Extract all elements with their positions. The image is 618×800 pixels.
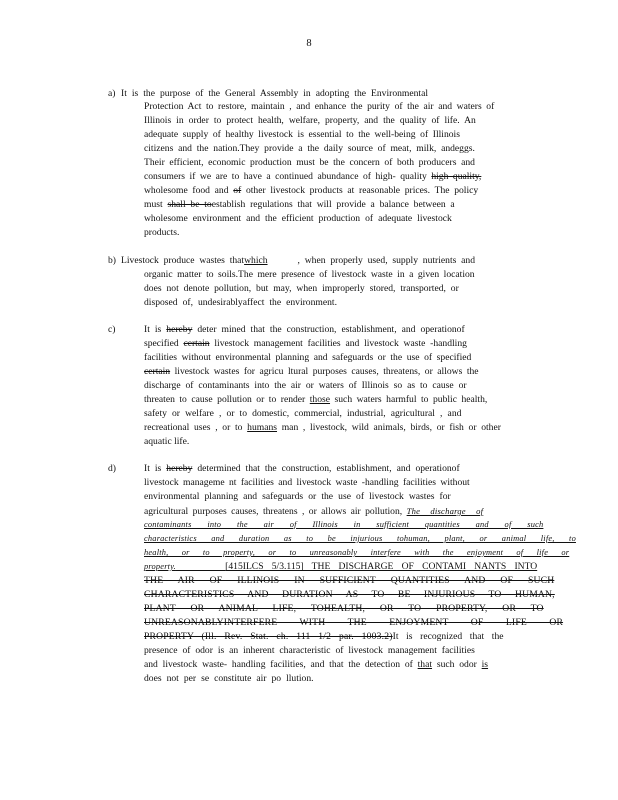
- para-line: consumers if we are to have a continued abundance of high- quality high quality,: [144, 171, 482, 182]
- deleted-text: hereby: [166, 463, 193, 474]
- para-line: characteristics and duration as to be injurious tohuman, plant, or animal life, to: [144, 534, 576, 543]
- para-line: facilities without environmental planning and safeguards or the use of specified: [144, 352, 472, 363]
- inserted-text: which: [244, 255, 268, 266]
- para-line: It is hereby deter mined that the construction, establishment, and operationof: [144, 324, 465, 335]
- page-number: 8: [306, 38, 312, 49]
- inserted-text: that: [417, 659, 433, 670]
- para-line: disposed of, undesirablyaffect the environment.: [144, 297, 337, 308]
- para-line: UNREASONABLYINTERFERE WITH THE ENJOYMENT OF LIFE OR: [144, 617, 564, 628]
- para-line: adequate supply of healthy livestock is essential to the well-being of Illinois: [144, 129, 460, 140]
- deleted-text: shall be to: [167, 199, 212, 210]
- para-line: It is hereby determined that the construction, establishment, and operationof: [144, 463, 460, 474]
- para-line: CHARACTERISTICS AND DURATION AS TO BE INJURIOUS TO HUMAN,: [144, 589, 555, 600]
- para-line: Protection Act to restore, maintain , and enhance the purity of the air and waters of: [144, 101, 495, 112]
- para-line: livestock manageme nt facilities and livestock waste -handling facilities without: [144, 477, 470, 488]
- para-line: presence of odor is an inherent characteristic of livestock management facilities: [144, 645, 475, 656]
- para-line: wholesome food and of other livestock products at reasonable prices. The policy: [144, 185, 479, 196]
- para-label: c): [108, 324, 116, 335]
- para-line: Their efficient, economic production must be the concern of both producers and: [144, 157, 475, 168]
- para-line: contaminants into the air of Illinois in sufficient quantities and of such: [144, 520, 544, 529]
- para-label: a): [108, 88, 116, 99]
- deleted-text: certain: [183, 338, 210, 349]
- inserted-text: is: [481, 659, 489, 670]
- para-line: and livestock waste- handling facilities, and that the detection of that such odor is: [144, 659, 489, 670]
- para-line: must shall be toestablish regulations that will provide a balance between a: [144, 199, 455, 210]
- para-line: property. [415ILCS 5/3.115] THE DISCHARGE OF CONTAMI NANTS INTO: [144, 561, 538, 572]
- para-line: discharge of contaminants into the air or waters of Illinois so as to cause or: [144, 380, 467, 391]
- inserted-text: those: [309, 394, 331, 405]
- para-line: recreational uses , or to humans man , livestock, wild animals, birds, or fish or other: [144, 422, 501, 433]
- deleted-text: high quality,: [431, 171, 482, 182]
- para-line: products.: [144, 227, 180, 238]
- deleted-text: of: [233, 185, 242, 196]
- para-line: citizens and the nation.They provide a the daily source of meat, milk, andeggs.: [144, 143, 475, 154]
- para-label: b): [108, 255, 116, 266]
- para-line: organic matter to soils.The mere presence of livestock waste in a given location: [144, 269, 475, 280]
- para-line: wholesome environment and the efficient production of adequate livestock: [144, 213, 452, 224]
- para-line: certain livestock wastes for agricu ltural purposes causes, threatens, or allows the: [144, 366, 479, 377]
- para-label: d): [108, 463, 116, 474]
- para-line: Livestock produce wastes thatwhich , when properly used, supply nutrients and: [121, 255, 476, 266]
- deleted-text: certain: [144, 366, 171, 377]
- para-line: THE AIR OF ILLINOIS IN SUFFICIENT QUANTITIES AND OF SUCH: [144, 575, 555, 586]
- para-line: PLANT OR ANIMAL LIFE, TOHEALTH, OR TO PROPERTY, OR TO: [144, 603, 544, 614]
- deleted-text: hereby: [166, 324, 193, 335]
- para-line: does not per se constitute air po llution.: [144, 673, 314, 684]
- para-line: Illinois in order to protect health, welfare, property, and the quality of life. An: [144, 115, 476, 126]
- para-line: agricultural purposes causes, threatens , or allows air pollution, The discharge of: [144, 506, 484, 517]
- inserted-text: humans: [247, 422, 278, 433]
- para-line: aquatic life.: [144, 436, 190, 447]
- para-line: It is the purpose of the General Assembly in adopting the Environmental: [121, 88, 429, 99]
- para-line: health, or to property, or to unreasonably interfere with the enjoyment of life or: [144, 548, 570, 557]
- italic-inserted-text: The discharge of: [406, 506, 484, 516]
- para-line: threaten to cause pollution or to render those such waters harmful to public health,: [144, 394, 488, 405]
- para-line: specified certain livestock management facilities and livestock waste -handling: [144, 338, 467, 349]
- para-line: environmental planning and safeguards or the use of livestock wastes for: [144, 491, 451, 502]
- para-line: does not denote pollution, but may, when improperly stored, transported, or: [144, 283, 459, 294]
- deleted-text: PROPERTY (Ill. Rev. Stat. ch. 111 1/2 par. 1003.2): [144, 631, 393, 642]
- para-line: PROPERTY (Ill. Rev. Stat. ch. 111 1/2 par. 1003.2)It is recognized that the: [144, 631, 504, 642]
- para-line: safety or welfare , or to domestic, commercial, industrial, agricultural , and: [144, 408, 462, 419]
